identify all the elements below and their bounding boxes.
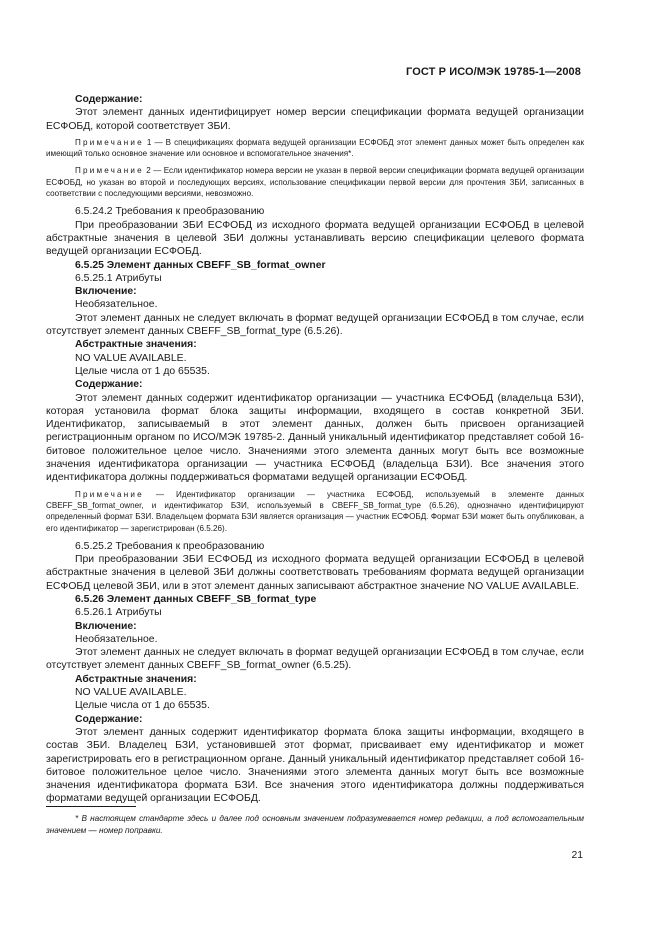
field-label: Абстрактные значения: (75, 339, 197, 351)
section-heading: 6.5.26 Элемент данных CBEFF_SB_format_type (75, 593, 317, 605)
subsection-line: Необязательное. (75, 633, 158, 645)
paragraph: Этот элемент данных содержит идентификатор организации — участника ЕСФОБД (владельца БЗИ), которая установила формат блока защиты информации, входящего в состав конкретной ЗБИ. Идентификатор, записываемый в этот элемент данных, должен быть присвоен организацией регистрационным органом по ИСО/МЭК 19785-2. Данный уникальный идентификатор представляет собой 16-битовое положительное целое число. Значениями этого элемента данных могут быть все возможные значения идентификатора организации — участника ЕСФОБД (владельца БЗИ). Все значения этого идентификатора должны поддерживаться форматами ведущей организации ЕСФОБД. (46, 392, 584, 484)
footnote-separator (46, 806, 136, 807)
subsection-line: NO VALUE AVAILABLE. (75, 352, 187, 364)
paragraph: Этот элемент данных не следует включать в формат ведущей организации ЕСФОБД в том случае, если отсутствует элемент данных CBEFF_SB_format_owner (6.5.25). (46, 647, 584, 672)
paragraph: Этот элемент данных не следует включать в формат ведущей организации ЕСФОБД в том случае, если отсутствует элемент данных CBEFF_SB_format_type (6.5.26). (46, 312, 584, 338)
field-label: Содержание: (75, 94, 143, 105)
subsection-line: 6.5.25.2 Требования к преобразованию (75, 540, 265, 552)
note-text: — Идентификатор организации — участника ЕСФОБД, используемый в элементе данных CBEFF_SB_format_owner, и идентификатор БЗИ, используемый в CBEFF_SB_format_type (6.5.26), однозначно идентифицируют определенный формат БЗИ. Владельцем формата БЗИ является организация — участник ЕСФОБД. Формат БЗИ может быть опубликован, а его идентификатор — зарегистрирован (6.5.26). (46, 489, 584, 533)
subsection-line: Необязательное. (75, 299, 158, 311)
document-id-header: ГОСТ Р ИСО/МЭК 19785-1—2008 (406, 66, 581, 78)
paragraph: Этот элемент данных содержит идентификатор формата блока защиты информации, входящего в состав ЗБИ. Владелец БЗИ, установившей этот формат, присваивает ему идентификатор и может зарегистрировать его в регистрационном органе. Данный уникальный идентификатор представляет собой 16-битовое положительное целое число. Значениями этого элемента данных могут быть все возможные значения идентификатора формата БЗИ. Все значения этого идентификатора должны поддерживаться форматами ведущей организации ЕСФОБД. (46, 726, 584, 805)
footnote: * В настоящем стандарте здесь и далее под основным значением подразумевается номер редакции, а под вспомогательным значением — номер поправки. (46, 814, 584, 835)
field-label: Включение: (75, 620, 137, 632)
field-label: Содержание: (75, 713, 143, 725)
note-text: 1 — В спецификациях формата ведущей организации ЕСФОБД этот элемент данных может быть определен как имеющий только основное значение или основное и вспомогательное значения*. (46, 137, 584, 159)
subsection-line: 6.5.25.1 Атрибуты (75, 272, 162, 284)
field-label: Содержание: (75, 379, 143, 391)
note (46, 489, 584, 534)
subsection-line: NO VALUE AVAILABLE. (75, 687, 187, 699)
note (46, 165, 584, 199)
field-label: Абстрактные значения: (75, 673, 197, 685)
page-number: 21 (571, 850, 583, 861)
subsection-line: 6.5.24.2 Требования к преобразованию (75, 206, 265, 218)
note-prefix: Примечание (75, 166, 144, 176)
document-body (46, 93, 584, 806)
subsection-line: Целые числа от 1 до 65535. (75, 365, 210, 377)
subsection-line: 6.5.26.1 Атрибуты (75, 607, 162, 619)
note-text: 2 — Если идентификатор номера версии не указан в первой версии спецификации формата ведущей организации ЕСФОБД, но указан во второй и последующих версиях, использование спецификации первой версии для прочтения ЗБИ, записанных в соответствии с последующими версиями, невозможно. (46, 166, 584, 199)
note-prefix: Примечание (75, 489, 144, 499)
paragraph: Этот элемент данных идентифицирует номер версии спецификации формата ведущей организации ЕСФОБД, которой соответствует ЗБИ. (46, 107, 584, 132)
field-label: Включение: (75, 286, 137, 298)
paragraph: При преобразовании ЗБИ ЕСФОБД из исходного формата ведущей организации ЕСФОБД в целевой абстрактные значения в целевой ЗБИ должны соответствовать требованиям формата ведущей организации ЕСФОБД целевой ЗБИ, или в этот элемент данных записывают абстрактное значение NO VALUE AVAILABLE. (46, 554, 584, 592)
note-prefix: Примечание (75, 137, 144, 147)
subsection-line: Целые числа от 1 до 65535. (75, 700, 210, 712)
paragraph: При преобразовании ЗБИ ЕСФОБД из исходного формата ведущей организации ЕСФОБД в целевой абстрактные значения в целевой ЗБИ должны устанавливать версию спецификации целевого формата ведущей организации ЕСФОБД. (46, 219, 584, 258)
section-heading: 6.5.25 Элемент данных CBEFF_SB_format_owner (75, 259, 326, 271)
note (46, 137, 584, 160)
